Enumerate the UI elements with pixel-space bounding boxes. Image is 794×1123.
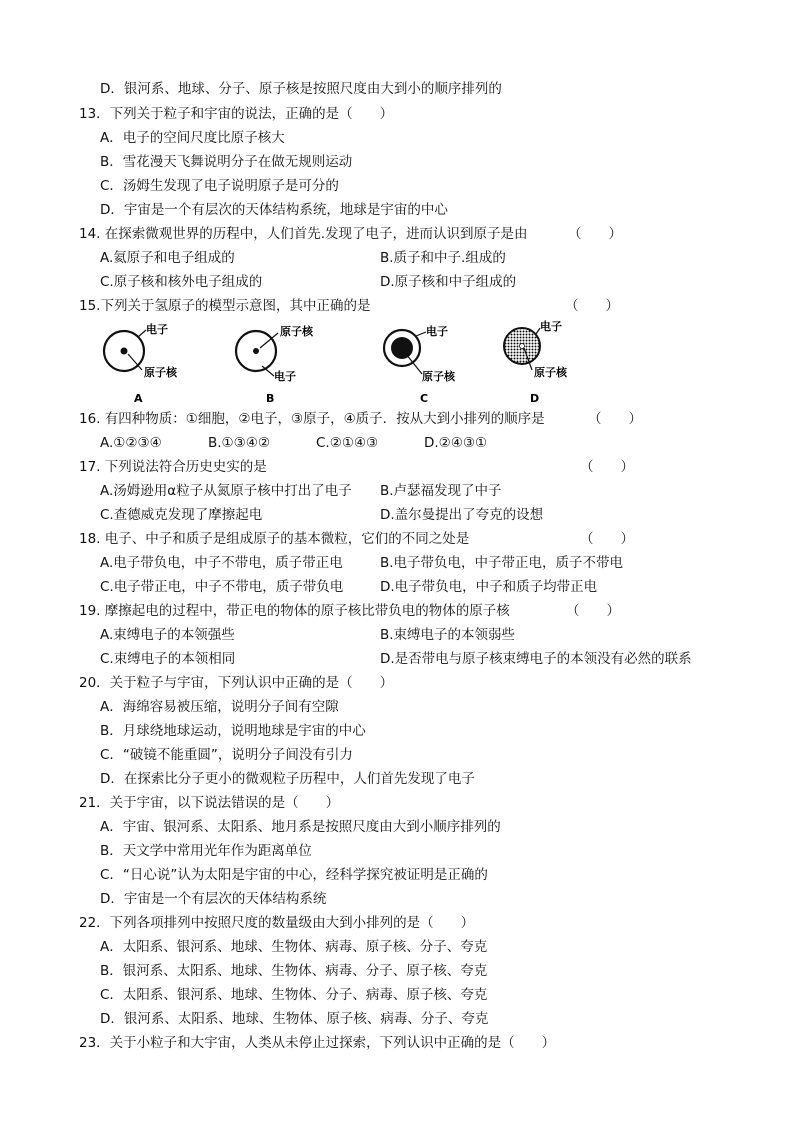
q14-option-c: C.原子核和核外电子组成的	[100, 274, 263, 290]
q14-option-b: B.质子和中子.组成的	[380, 250, 506, 266]
model-b	[236, 324, 314, 405]
q20-option-a: A．海绵容易被压缩，说明分子间有空隙	[100, 699, 339, 715]
q23-stem: 23．关于小粒子和大宇宙，人类从未停止过探索，下列认识中正确的是（ ）	[79, 1035, 556, 1051]
q17-option-d: D.盖尔曼提出了夸克的设想	[380, 507, 544, 523]
q17-stem: 17. 下列说法符合历史史实的是	[79, 459, 267, 475]
model-d-bottom-label: 原子核	[534, 366, 567, 379]
q14-option-d: D.原子核和中子组成的	[380, 274, 517, 290]
q17-answer-paren: （ ）	[580, 459, 634, 475]
q14-stem: 14. 在探索微观世界的历程中，人们首先.发现了电子，进而认识到原子是由	[79, 226, 528, 242]
q19-answer-paren: （ ）	[566, 603, 620, 619]
q22-option-d: D．银河系、太阳系、地球、生物体、原子核、病毒、分子、夸克	[100, 1011, 489, 1027]
q22-option-b: B．银河系、太阳系、地球、生物体、病毒、分子、原子核、夸克	[100, 963, 488, 979]
model-a-letter: A	[134, 392, 143, 405]
q19-option-c: C.束缚电子的本领相同	[100, 651, 236, 667]
q15-stem: 15.下列关于氢原子的模型示意图，其中正确的是	[79, 298, 371, 314]
q21-stem: 21．关于宇宙，以下说法错误的是（ ）	[79, 795, 340, 811]
q18-option-a: A.电子带负电，中子不带电，质子带正电	[100, 555, 343, 571]
q14-option-a: A.氦原子和电子组成的	[100, 250, 235, 266]
q21-option-a: A．宇宙、银河系、太阳系、地月系是按照尺度由大到小顺序排列的	[100, 819, 501, 835]
q20-option-d: D．在探索比分子更小的微观粒子历程中，人们首先发现了电子	[100, 771, 475, 787]
model-a-bottom-label: 原子核	[144, 366, 177, 379]
q15-answer-paren: （ ）	[565, 298, 619, 314]
q16-option-d: D.②④③①	[424, 435, 488, 451]
q22-option-c: C．太阳系、银河系、地球、生物体、分子、病毒、原子核、夸克	[100, 987, 488, 1003]
q17-option-a: A.汤姆逊用α粒子从氮原子核中打出了电子	[100, 483, 352, 499]
q19-option-d: D.是否带电与原子核束缚电子的本领没有必然的联系	[380, 651, 692, 667]
model-c-letter: C	[420, 392, 429, 405]
q20-stem: 20．关于粒子与宇宙，下列认识中正确的是（ ）	[79, 675, 394, 691]
q21-option-b: B．天文学中常用光年作为距离单位	[100, 843, 312, 859]
q21-option-d: D．宇宙是一个有层次的天体结构系统	[100, 891, 327, 907]
q18-stem: 18. 电子、中子和质子是组成原子的基本微粒，它们的不同之处是	[79, 531, 470, 547]
q19-option-a: A.束缚电子的本领强些	[100, 627, 235, 643]
model-b-top-label: 原子核	[280, 325, 313, 338]
q16-option-a: A.①②③④	[100, 435, 162, 451]
model-d-letter: D	[530, 392, 540, 405]
q17-option-b: B.卢瑟福发现了中子	[380, 483, 502, 499]
q16-answer-paren: （ ）	[588, 411, 642, 427]
q22-option-a: A．太阳系、银河系、地球、生物体、病毒、原子核、分子、夸克	[100, 939, 488, 955]
q13-option-a: A．电子的空间尺度比原子核大	[100, 130, 285, 146]
model-c-bottom-label: 原子核	[422, 370, 455, 383]
model-c	[384, 324, 456, 405]
q21-option-c: C．“日心说”认为太阳是宇宙的中心，经科学探究被证明是正确的	[100, 867, 488, 883]
model-d-top-label: 电子	[540, 320, 562, 333]
q19-stem: 19. 摩擦起电的过程中，带正电的物体的原子核比带负电的物体的原子核	[79, 603, 510, 619]
q17-option-c: C.查德威克发现了摩擦起电	[100, 507, 263, 523]
model-d	[504, 319, 568, 405]
q12-option-d: D．银河系、地球、分子、原子核是按照尺度由大到小的顺序排列的	[100, 81, 502, 97]
q16-option-b: B.①③④②	[208, 435, 270, 451]
model-a-top-label: 电子	[146, 323, 168, 336]
q16-stem: 16. 有四种物质：①细胞，②电子，③原子，④质子．按从大到小排列的顺序是	[79, 411, 545, 427]
q13-option-c: C．汤姆生发现了电子说明原子是可分的	[100, 178, 339, 194]
q13-stem: 13．下列关于粒子和宇宙的说法，正确的是（ ）	[79, 106, 394, 122]
q14-answer-paren: （ ）	[568, 226, 622, 242]
model-b-bottom-label: 电子	[274, 370, 296, 383]
q18-answer-paren: （ ）	[580, 531, 634, 547]
q20-option-c: C．“破镜不能重圆”，说明分子间没有引力	[100, 747, 353, 763]
q20-option-b: B．月球绕地球运动，说明地球是宇宙的中心	[100, 723, 366, 739]
q22-stem: 22．下列各项排列中按照尺度的数量级由大到小排列的是（ ）	[79, 915, 475, 931]
q19-option-b: B.束缚电子的本领弱些	[380, 627, 516, 643]
q18-option-c: C.电子带正电，中子不带电，质子带负电	[100, 579, 344, 595]
q13-option-d: D．宇宙是一个有层次的天体结构系统，地球是宇宙的中心	[100, 202, 448, 218]
q18-option-b: B.电子带负电，中子带正电，质子不带电	[380, 555, 624, 571]
q16-option-c: C.②①④③	[316, 435, 379, 451]
q13-option-b: B．雪花漫天飞舞说明分子在做无规则运动	[100, 154, 353, 170]
model-b-letter: B	[266, 392, 275, 405]
model-a	[104, 322, 178, 405]
model-c-top-label: 电子	[426, 325, 448, 338]
q18-option-d: D.电子带负电，中子和质子均带正电	[380, 579, 598, 595]
hydrogen-model-diagrams	[90, 318, 610, 408]
